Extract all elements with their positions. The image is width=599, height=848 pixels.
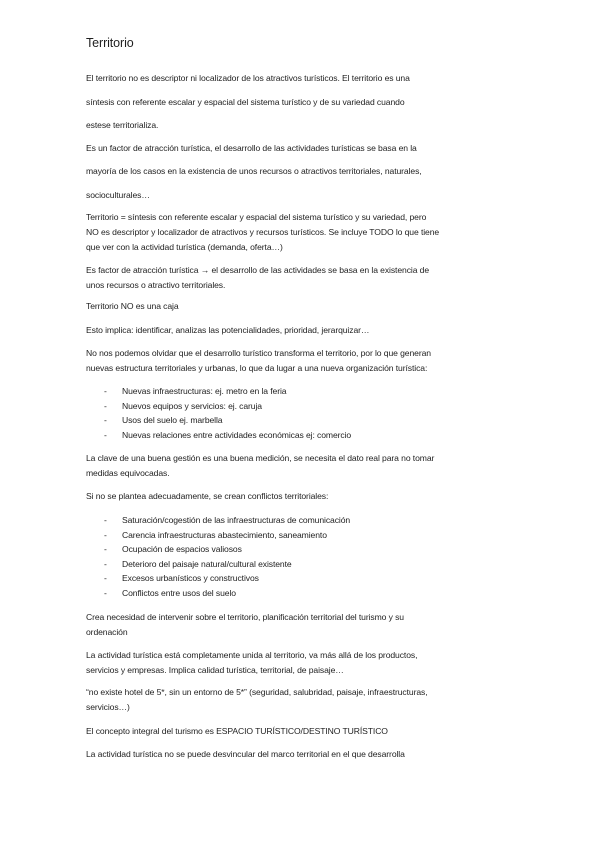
list-item: - Ocupación de espacios valiosos (86, 542, 350, 557)
paragraph-5: Territorio NO es una caja (86, 301, 179, 311)
paragraph-2-line-2: mayoría de los casos en la existencia de unos recursos o atractivos territoriales, naturales, (86, 166, 422, 176)
paragraph-12-line-1: “no existe hotel de 5*, sin un entorno de 5*” (seguridad, salubridad, paisaje, infraestructuras, (86, 687, 428, 697)
paragraph-3-line-1: Territorio = síntesis con referente escalar y espacial del sistema turístico y su variedad, pero (86, 212, 427, 222)
list-item: - Nuevos equipos y servicios: ej. caruja (86, 399, 351, 414)
paragraph-10-line-2: ordenación (86, 627, 128, 637)
paragraph-11 (86, 648, 526, 678)
document-title: Territorio (86, 36, 134, 50)
paragraph-1-line-1: El territorio no es descriptor ni localizador de los atractivos turísticos. El territorio es una (86, 73, 410, 83)
paragraph-1-line-2: síntesis con referente escalar y espacial del sistema turístico y de su variedad cuando (86, 97, 405, 107)
paragraph-3 (86, 210, 526, 255)
paragraph-2-line-1: Es un factor de atracción turística, el desarrollo de las actividades turísticas se basa en la (86, 143, 417, 153)
paragraph-11-line-2: servicios y empresas. Implica calidad turística, territorial, de paisaje… (86, 665, 344, 675)
paragraph-4 (86, 263, 526, 293)
list-item: - Carencia infraestructuras abastecimiento, saneamiento (86, 528, 350, 543)
paragraph-2-line-3: socioculturales… (86, 190, 150, 200)
paragraph-7 (86, 346, 526, 376)
paragraph-7-line-1: No nos podemos olvidar que el desarrollo turístico transforma el territorio, por lo que generan (86, 348, 431, 358)
paragraph-4-line-2: unos recursos o atractivo territoriales. (86, 280, 226, 290)
paragraph-8 (86, 451, 526, 481)
paragraph-6: Esto implica: identificar, analizas las potencialidades, prioridad, jerarquizar… (86, 325, 370, 335)
paragraph-4-line-1: Es factor de atracción turística → el desarrollo de las actividades se basa en la existencia de (86, 265, 430, 275)
paragraph-12-line-2: servicios…) (86, 702, 130, 712)
paragraph-14: La actividad turística no se puede desvincular del marco territorial en el que desarrolla (86, 749, 405, 759)
paragraph-13: El concepto integral del turismo es ESPACIO TURÍSTICO/DESTINO TURÍSTICO (86, 726, 388, 736)
paragraph-10 (86, 610, 526, 640)
list-item: - Saturación/cogestión de las infraestructuras de comunicación (86, 513, 350, 528)
list-new-structures (86, 384, 351, 442)
list-item: - Usos del suelo ej. marbella (86, 413, 351, 428)
list-item: - Nuevas infraestructuras: ej. metro en la feria (86, 384, 351, 399)
paragraph-9: Si no se plantea adecuadamente, se crean conflictos territoriales: (86, 491, 329, 501)
paragraph-3-line-3: que ver con la actividad turística (demanda, oferta…) (86, 242, 283, 252)
paragraph-3-line-2: NO es descriptor y localizador de atractivos y recursos turísticos. Se incluye TODO lo que tiene (86, 227, 440, 237)
paragraph-12 (86, 685, 526, 715)
list-item: - Excesos urbanísticos y constructivos (86, 571, 350, 586)
paragraph-10-line-1: Crea necesidad de intervenir sobre el territorio, planificación territorial del turismo y su (86, 612, 404, 622)
list-item: - Conflictos entre usos del suelo (86, 586, 350, 601)
list-territorial-conflicts (86, 513, 350, 601)
list-item: - Nuevas relaciones entre actividades económicas ej: comercio (86, 428, 351, 443)
paragraph-8-line-1: La clave de una buena gestión es una buena medición, se necesita el dato real para no tomar (86, 453, 435, 463)
paragraph-1-line-3: estese territorializa. (86, 120, 159, 130)
list-item: - Deterioro del paisaje natural/cultural existente (86, 557, 350, 572)
paragraph-11-line-1: La actividad turística está completamente unida al territorio, va más allá de los productos, (86, 650, 418, 660)
paragraph-8-line-2: medidas equivocadas. (86, 468, 170, 478)
paragraph-7-line-2: nuevas estructura territoriales y urbanas, lo que da lugar a una nueva organización turística: (86, 363, 428, 373)
